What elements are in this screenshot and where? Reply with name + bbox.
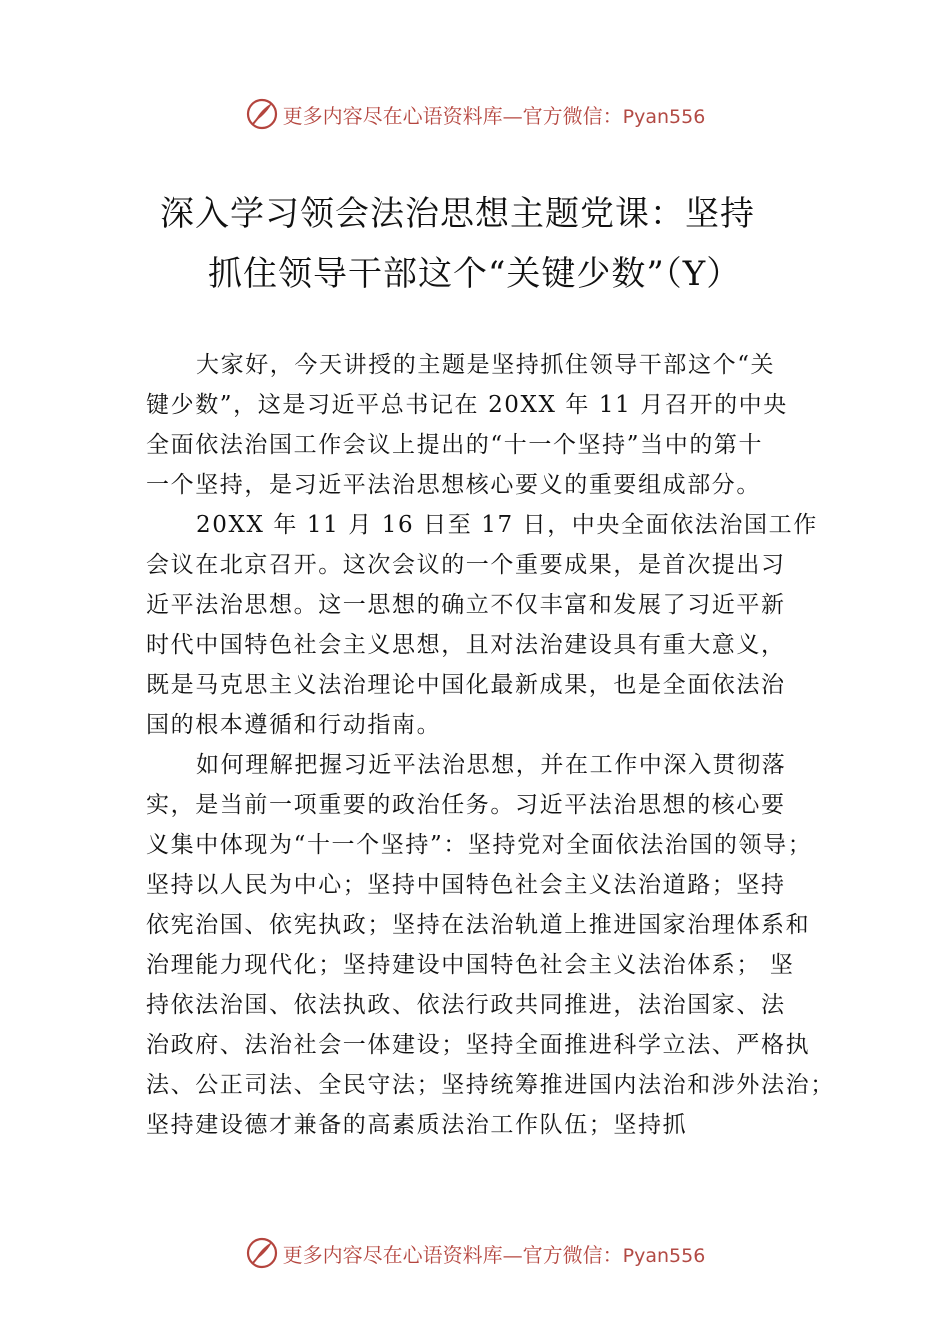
footer-wechat-id: Pyan556 — [622, 1244, 706, 1267]
body-line: 义集中体现为“十一个坚持”：坚持党对全面依法治国的领导； — [146, 832, 813, 858]
document-body — [146, 345, 846, 1145]
body-line: 一个坚持，是习近平法治思想核心要义的重要组成部分。 — [146, 472, 761, 498]
body-line: 时代中国特色社会主义思想，且对法治建设具有重大意义， — [146, 632, 786, 658]
body-line: 大家好，今天讲授的主题是坚持抓住领导干部这个“关 — [196, 352, 776, 378]
body-line: 法、公正司法、全民守法；坚持统筹推进国内法治和涉外法治； — [146, 1072, 835, 1098]
header-banner-text — [283, 100, 706, 129]
body-line: 20XX 年 11 月 16 日至 17 日，中央全面依法治国工作 — [196, 512, 818, 538]
body-line: 国的根本遵循和行动指南。 — [146, 712, 442, 738]
body-line: 既是马克思主义法治理论中国化最新成果，也是全面依法治 — [146, 672, 786, 698]
header-wechat-id: Pyan556 — [622, 105, 706, 128]
quill-logo-icon — [245, 97, 279, 131]
page-title-line-1: 深入学习领会法治思想主题党课：坚持 — [160, 194, 755, 234]
body-line: 依宪治国、依宪执政；坚持在法治轨道上推进国家治理体系和 — [146, 912, 811, 938]
body-line: 近平法治思想。这一思想的确立不仅丰富和发展了习近平新 — [146, 592, 786, 618]
body-line: 治理能力现代化；坚持建设中国特色社会主义法治体系； 坚 — [146, 952, 795, 978]
body-line: 实，是当前一项重要的政治任务。习近平法治思想的核心要 — [146, 792, 786, 818]
body-line: 键少数”，这是习近平总书记在 20XX 年 11 月召开的中央 — [146, 392, 788, 418]
body-line: 如何理解把握习近平法治思想，并在工作中深入贯彻落 — [196, 752, 787, 778]
body-line: 坚持建设德才兼备的高素质法治工作队伍；坚持抓 — [146, 1112, 688, 1138]
body-line: 治政府、法治社会一体建设；坚持全面推进科学立法、严格执 — [146, 1032, 811, 1058]
quill-logo-icon — [245, 1236, 279, 1270]
body-line: 持依法治国、依法执政、依法行政共同推进，法治国家、法 — [146, 992, 786, 1018]
body-line: 全面依法治国工作会议上提出的“十一个坚持”当中的第十 — [146, 432, 764, 458]
footer-banner-label: 更多内容尽在心语资料库—官方微信： — [282, 1242, 623, 1267]
body-line: 坚持以人民为中心；坚持中国特色社会主义法治道路；坚持 — [146, 872, 786, 898]
footer-banner-text — [283, 1239, 706, 1268]
body-line: 会议在北京召开。这次会议的一个重要成果，是首次提出习 — [146, 552, 786, 578]
header-banner-label: 更多内容尽在心语资料库—官方微信： — [282, 103, 623, 128]
header-banner — [0, 92, 950, 136]
footer-banner — [0, 1231, 950, 1275]
page-title-line-2: 抓住领导干部这个“关键少数”（Y） — [208, 254, 742, 294]
